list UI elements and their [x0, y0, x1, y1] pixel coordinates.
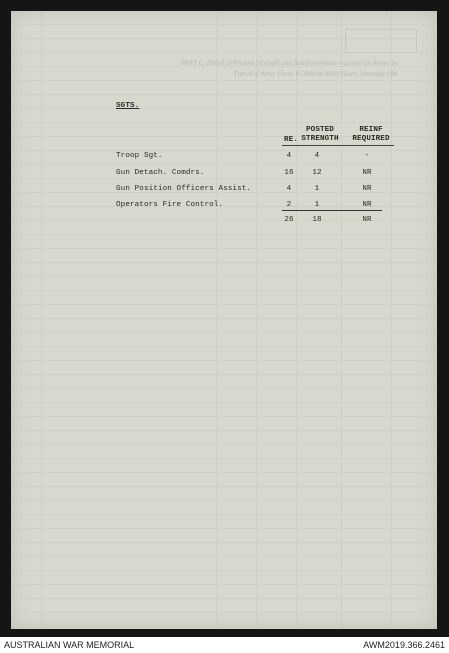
total-re: 26	[284, 216, 294, 224]
column-header-posted-line2: STRENGTH	[301, 135, 339, 143]
column-header-posted-strength	[298, 126, 342, 144]
row-posted: 4	[314, 152, 320, 160]
total-reinf: NR	[362, 216, 372, 224]
printed-header-line-2: Part A of Army Form W.3008 at 0600 Hours Saturday 194	[233, 70, 397, 78]
footer-institution: AUSTRALIAN WAR MEMORIAL	[4, 640, 135, 650]
row-reinf: NR	[362, 185, 372, 193]
section-title: SGTS.	[116, 102, 140, 110]
column-header-reinf-line1: REINF	[359, 126, 383, 134]
row-label: Gun Position Officers Assist.	[116, 185, 252, 193]
column-header-posted-line1: POSTED	[306, 126, 334, 134]
footer-accession-number: AWM2019.366.2461	[363, 640, 445, 650]
row-label: Troop Sgt.	[116, 152, 163, 160]
row-re: 4	[286, 152, 292, 160]
row-reinf: NR	[362, 201, 372, 209]
row-label: Operators Fire Control.	[116, 201, 224, 209]
row-posted: 1	[314, 201, 320, 209]
row-reinf: NR	[362, 169, 372, 177]
printed-header-line-1: PART C. Detail of Present Strength and Reinforcements required as shown in	[181, 59, 397, 67]
row-posted: 12	[312, 169, 322, 177]
column-header-reinf-line2: REQUIRED	[352, 135, 390, 143]
printed-header	[127, 58, 397, 80]
row-re: 2	[286, 201, 292, 209]
row-re: 16	[284, 169, 294, 177]
footer-bar	[0, 637, 449, 653]
row-reinf: -	[364, 152, 370, 160]
row-posted: 1	[314, 185, 320, 193]
total-posted: 18	[312, 216, 322, 224]
form-stamp-box	[345, 29, 417, 53]
form-grid	[11, 11, 437, 629]
header-underline	[282, 145, 394, 146]
document-page	[11, 11, 437, 629]
row-label: Gun Detach. Comdrs.	[116, 169, 205, 177]
column-header-reinf-required	[346, 126, 396, 144]
totals-rule	[282, 210, 382, 211]
column-header-re: RE.	[284, 136, 298, 144]
row-re: 4	[286, 185, 292, 193]
